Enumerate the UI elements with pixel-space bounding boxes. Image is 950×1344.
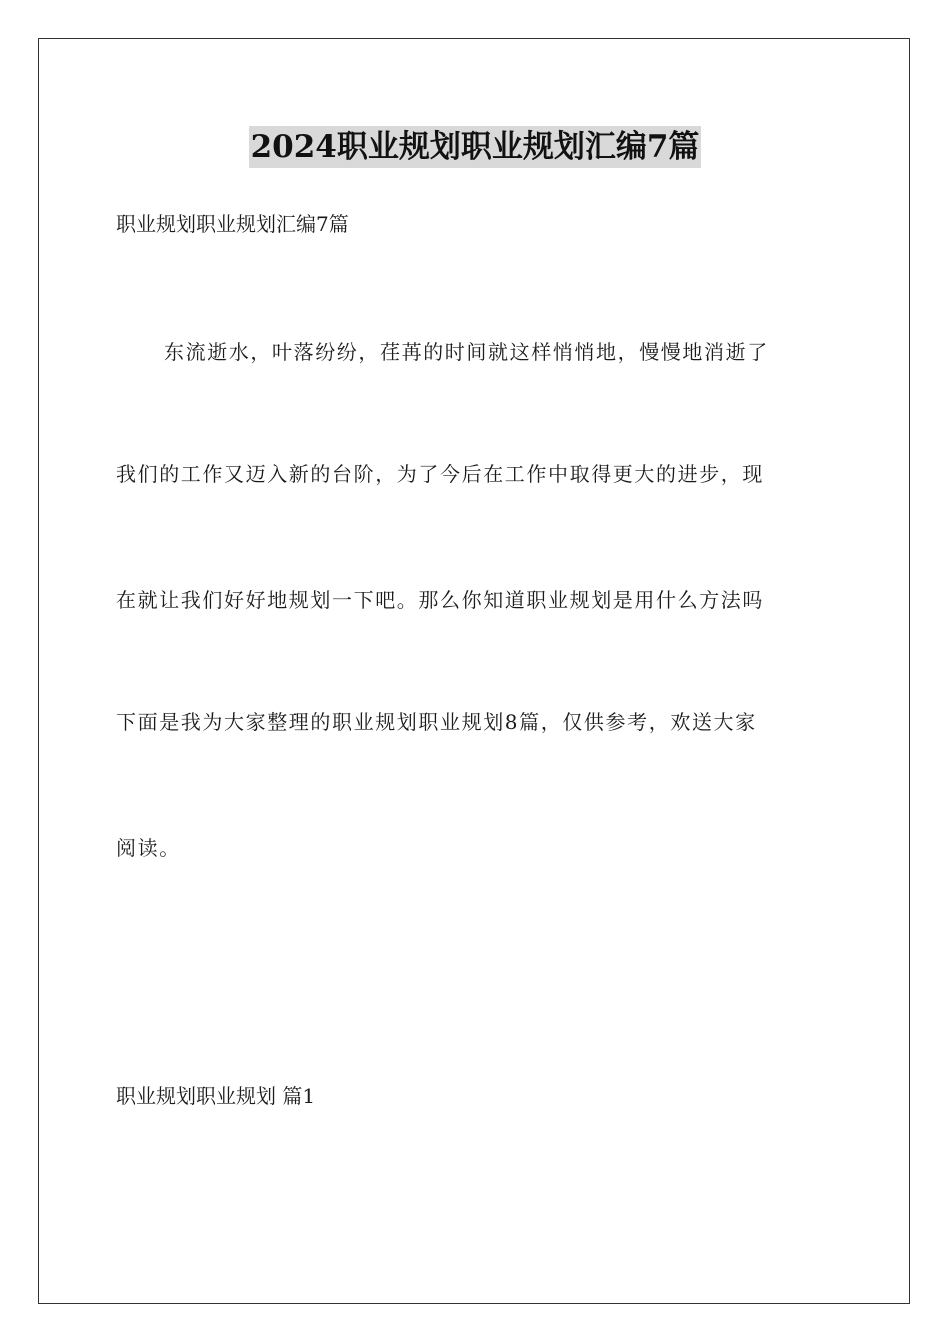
- document-subtitle: 职业规划职业规划汇编7篇: [116, 212, 349, 236]
- body-paragraph-line: 在就让我们好好地规划一下吧。那么你知道职业规划是用什么方法吗: [116, 588, 764, 612]
- body-paragraph-line: 我们的工作又迈入新的台阶，为了今后在工作中取得更大的进步，现: [116, 462, 764, 486]
- document-title: 2024职业规划职业规划汇编7篇: [249, 126, 702, 168]
- body-paragraph-line: 阅读。: [116, 836, 181, 860]
- title-container: [0, 126, 950, 168]
- body-paragraph-line: 东流逝水，叶落纷纷，荏苒的时间就这样悄悄地，慢慢地消逝了: [164, 340, 769, 364]
- body-paragraph-line: 下面是我为大家整理的职业规划职业规划8篇，仅供参考，欢送大家: [116, 710, 757, 734]
- section-heading: 职业规划职业规划 篇1: [116, 1084, 316, 1108]
